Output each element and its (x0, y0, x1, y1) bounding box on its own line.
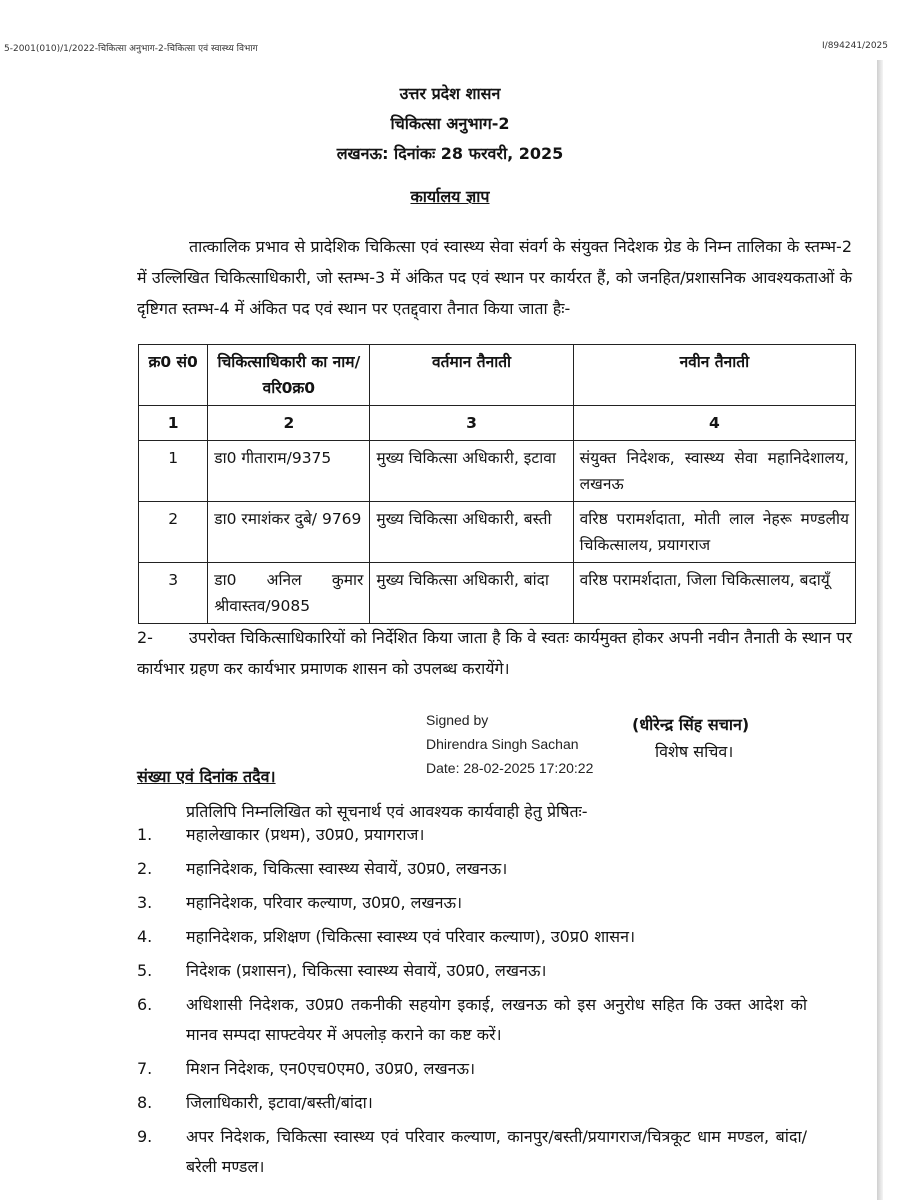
table-row (139, 502, 856, 563)
posting-table (138, 344, 856, 624)
copy-to-intro: प्रतिलिपि निम्नलिखित को सूचनार्थ एवं आवश्यक कार्यवाही हेतु प्रेषितः- (186, 802, 588, 821)
place-date: लखनऊ: दिनांकः 28 फरवरी, 2025 (336, 144, 564, 163)
cell-new: वरिष्ठ परामर्शदाता, मोती लाल नेहरू मण्डलीय चिकित्सालय, प्रयागराज (573, 502, 855, 563)
list-item: 9. अपर निदेशक, चिकित्सा स्वास्थ्य एवं परिवार कल्याण, कानपुर/बस्ती/प्रयागराज/चित्रकूट धाम मण्डल, बांदा/बरेली मण्डल। (137, 1127, 807, 1176)
file-number: 5-2001(010)/1/2022-चिकित्सा अनुभाग-2-चिकित्सा एवं स्वास्थ्य विभाग (4, 44, 258, 54)
col-number: 2 (208, 406, 370, 441)
cell-serial: 3 (139, 563, 208, 624)
col-number: 1 (139, 406, 208, 441)
col-number: 3 (370, 406, 573, 441)
header-serial: क्र0 सं0 (139, 345, 208, 406)
government-title: उत्तर प्रदेश शासन (399, 84, 501, 103)
col-number: 4 (573, 406, 855, 441)
table-row (139, 563, 856, 624)
signer-name: Dhirendra Singh Sachan (426, 736, 579, 752)
cell-officer: डा0 अनिल कुमार श्रीवास्तव/9085 (208, 563, 370, 624)
table-header-row (139, 345, 856, 406)
header-current-posting: वर्तमान तैनाती (370, 345, 573, 406)
file-reference-bar (0, 0, 900, 54)
list-item: 2. महानिदेशक, चिकित्सा स्वास्थ्य सेवायें, उ0प्र0, लखनऊ। (137, 859, 508, 878)
list-item: 8. जिलाधिकारी, इटावा/बस्ती/बांदा। (137, 1093, 373, 1112)
list-item: 1. महालेखाकार (प्रथम), उ0प्र0, प्रयागराज। (137, 825, 425, 844)
signatory-title: विशेष सचिव। (655, 742, 734, 761)
list-item: 4. महानिदेशक, प्रशिक्षण (चिकित्सा स्वास्थ्य एवं परिवार कल्याण), उ0प्र0 शासन। (137, 927, 636, 946)
cell-serial: 1 (139, 441, 208, 502)
table-row (139, 441, 856, 502)
list-item: 7. मिशन निदेशक, एन0एच0एम0, उ0प्र0, लखनऊ। (137, 1059, 476, 1078)
cell-current: मुख्य चिकित्सा अधिकारी, बांदा (370, 563, 573, 624)
digital-signature-block (426, 708, 593, 780)
paragraph-2: 2- उपरोक्त चिकित्साधिकारियों को निर्देशित किया जाता है कि वे स्वतः कार्यमुक्त होकर अपनी नवीन तैनाती के स्थान पर कार्यभार ग्रहण कर कार्यभार प्रमाणक शासन को उपलब्ध करायेंगे। (137, 622, 852, 684)
cell-new: वरिष्ठ परामर्शदाता, जिला चिकित्सालय, बदायूँ (573, 563, 855, 624)
table-column-number-row (139, 406, 856, 441)
body-paragraph: तात्कालिक प्रभाव से प्रादेशिक चिकित्सा एवं स्वास्थ्य सेवा संवर्ग के संयुक्त निदेशक ग्रेड के निम्न तालिका के स्तम्भ-2 में उल्लिखित चिकित्साधिकारी, जो स्तम्भ-3 में अंकित पद एवं स्थान पर कार्यरत हैं, को जनहित/प्रशासनिक आवश्यकताओं के दृष्टिगत स्तम्भ-4 में अंकित पद एवं स्थान पर एतद्द्वारा तैनात किया जाता हैः- (137, 237, 852, 318)
cell-current: मुख्य चिकित्सा अधिकारी, इटावा (370, 441, 573, 502)
list-item: 5. निदेशक (प्रशासन), चिकित्सा स्वास्थ्य सेवायें, उ0प्र0, लखनऊ। (137, 961, 547, 980)
cell-current: मुख्य चिकित्सा अधिकारी, बस्ती (370, 502, 573, 563)
header-officer: चिकित्साधिकारी का नाम/ वरि0क्र0 (208, 345, 370, 406)
list-item: 3. महानिदेशक, परिवार कल्याण, उ0प्र0, लखनऊ। (137, 893, 463, 912)
cell-officer: डा0 रमाशंकर दुबे/ 9769 (208, 502, 370, 563)
para-number: 2- (137, 628, 153, 647)
cell-new: संयुक्त निदेशक, स्वास्थ्य सेवा महानिदेशालय, लखनऊ (573, 441, 855, 502)
signatory-name: (धीरेन्द्र सिंह सचान) (632, 715, 750, 734)
signature-date: Date: 28-02-2025 17:20:22 (426, 760, 594, 776)
receipt-number: I/894241/2025 (822, 41, 888, 51)
signed-by-label: Signed by (426, 712, 489, 728)
number-date-same: संख्या एवं दिनांक तदैव। (137, 767, 276, 786)
copy-recipient-list (137, 820, 807, 1186)
memo-title: कार्यालय ज्ञाप (410, 187, 490, 206)
page-edge-shadow (877, 60, 883, 1200)
header-new-posting: नवीन तैनाती (573, 345, 855, 406)
list-item: 6. अधिशासी निदेशक, उ0प्र0 तकनीकी सहयोग इकाई, लखनऊ को इस अनुरोध सहित कि उक्त आदेश को मानव सम्पदा साफ्टवेयर में अपलोड़ कराने का कष्ट करें। (137, 995, 807, 1044)
cell-officer: डा0 गीताराम/9375 (208, 441, 370, 502)
section-title: चिकित्सा अनुभाग-2 (390, 114, 510, 133)
cell-serial: 2 (139, 502, 208, 563)
